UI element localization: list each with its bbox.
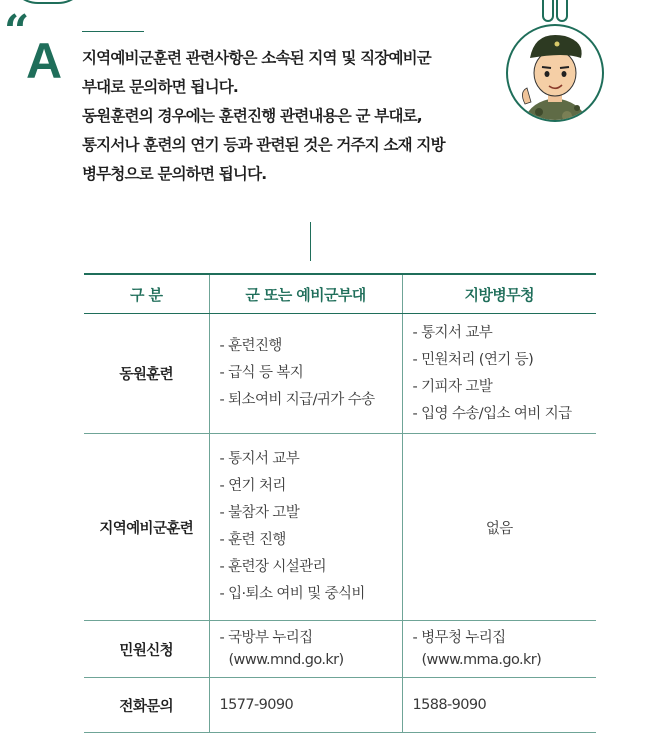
list-item: - 병무청 누리집 [412,630,506,646]
answer-line: 지역예비군훈련 관련사항은 소속된 지역 및 직장예비군 [82,49,431,67]
list-item: - 통지서 교부 [412,324,493,341]
table-row [84,434,596,621]
mma-cell [402,314,596,434]
row-label: 동원훈련 [84,314,209,434]
answer-letter: A [26,33,63,89]
table-row [84,678,596,733]
list-item: - 기피자 고발 [412,378,493,395]
header-army-unit: 군 또는 예비군부대 [209,274,402,314]
list-item: - 국방부 누리집 [219,630,313,646]
list-item: - 훈련장 시설관리 [219,559,326,575]
answer-text [82,44,512,189]
mma-phone: 1588-9090 [402,678,596,733]
army-cell [209,314,402,434]
list-item: - 급식 등 복지 [219,365,304,381]
list-item: - 훈련 진행 [219,532,286,548]
row-label: 지역예비군훈련 [84,434,209,621]
table-row [84,314,596,434]
answer-line: 부대로 문의하면 됩니다. [82,78,239,96]
mma-cell [402,621,596,678]
army-cell [209,621,402,678]
divider-line [82,31,144,32]
url-text: (www.mnd.go.kr) [228,652,344,668]
answer-line: 동원훈련의 경우에는 훈련진행 관련내용은 군 부대로, [82,107,422,125]
section-divider [310,222,311,261]
list-item: - 연기 처리 [219,478,286,494]
table-header-row [84,274,596,314]
list-item: - 퇴소여비 지급/귀가 수송 [219,392,375,408]
list-item: - 불참자 고발 [219,505,300,521]
soldier-mascot-icon [505,18,605,128]
header-mma-office: 지방병무청 [402,274,596,314]
url-text: (www.mma.go.kr) [421,652,542,668]
quote-mark: “ [4,6,30,57]
list-item: - 통지서 교부 [219,451,300,467]
row-label: 민원신청 [84,621,209,678]
list-item: - 민원처리 (연기 등) [412,351,534,368]
answer-line: 통지서나 훈련의 연기 등과 관련된 것은 거주지 소재 지방 [82,136,445,154]
list-item: - 입·퇴소 여비 및 중식비 [219,586,365,602]
row-label: 전화문의 [84,678,209,733]
header-category: 구 분 [84,274,209,314]
mma-cell: 없음 [402,434,596,621]
list-item: - 입영 수송/입소 여비 지급 [412,405,572,422]
army-phone: 1577-9090 [209,678,402,733]
list-item: - 훈련진행 [219,338,282,354]
table-row [84,621,596,678]
answer-line: 병무청으로 문의하면 됩니다. [82,165,267,183]
decorative-circle [8,0,88,4]
army-cell [209,434,402,621]
contact-table [84,273,596,733]
